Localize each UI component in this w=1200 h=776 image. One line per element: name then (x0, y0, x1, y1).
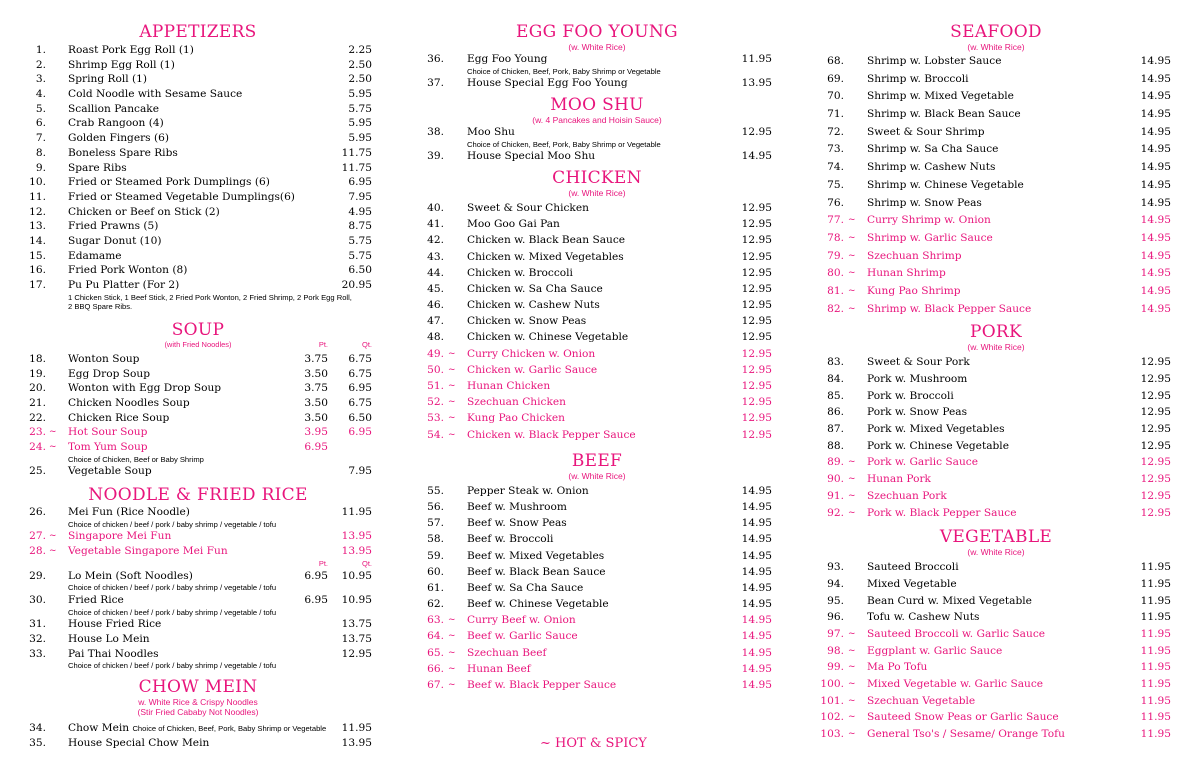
section-title-appetizers: APPETIZERS (139, 22, 257, 42)
menu-item: 3. Spring Roll (1) 2.50 (35, 73, 372, 86)
menu-item-hot: 23. ~ Hot Sour Soup 3.95 6.95 (29, 426, 372, 439)
menu-item: 11. Fried or Steamed Vegetable Dumplings(6) 7.95 (29, 190, 372, 203)
menu-item: 62. Beef w. Chinese Vegetable 14.95 (427, 598, 772, 611)
menu-item-hot: 89. ~ Pork w. Garlic Sauce 12.95 (820, 454, 1172, 471)
menu-item-hot: 77. ~ Curry Shrimp w. Onion 14.95 (820, 212, 1172, 230)
menu-item-hot: 27. ~ Singapore Mei Fun 13.95 (29, 530, 372, 543)
menu-item: 58. Beef w. Broccoli 14.95 (427, 533, 772, 546)
section-title-moo-shu: MOO SHU (550, 94, 644, 115)
hot-spicy-icon: ~ (848, 507, 856, 518)
menu-item: 18. Wonton Soup 3.75 6.75 (29, 352, 372, 365)
item-note: Choice of Chicken, Beef, Pork, Baby Shrimp or Vegetable (132, 723, 327, 733)
hot-spicy-icon: ~ (448, 397, 456, 408)
hot-spicy-icon: ~ (848, 490, 856, 501)
item-note: Choice of Chicken, Beef or Baby Shrimp (68, 454, 204, 464)
menu-item: 22. Chicken Rice Soup 3.50 6.50 (29, 411, 372, 424)
hot-spicy-icon: ~ (848, 268, 856, 279)
menu-item: 41. Moo Goo Gai Pan 12.95 (427, 218, 772, 231)
section-subtitle: (with Fried Noodles) (164, 339, 232, 349)
menu-item-hot: 66. ~ Hunan Beef 14.95 (420, 661, 774, 677)
menu-item: 69. Shrimp w. Broccoli 14.95 (827, 72, 1171, 85)
hot-spicy-icon: ~ (848, 662, 856, 673)
section-title-vegetable: VEGETABLE (939, 527, 1053, 548)
hot-spicy-icon: ~ (448, 663, 456, 674)
chow-mein-list (22, 721, 374, 750)
hot-spicy-icon: ~ (848, 250, 856, 261)
menu-item-hot: 24. ~ Tom Yum Soup 6.95 (29, 441, 328, 453)
section-subtitle: (w. 4 Pancakes and Hoisin Sauce) (532, 114, 662, 125)
hot-spicy-icon: ~ (848, 679, 856, 689)
section-title-egg-foo-young: EGG FOO YOUNG (516, 22, 678, 42)
hot-spicy-icon: ~ (49, 545, 57, 556)
hot-spicy-icon: ~ (848, 628, 856, 639)
menu-item-hot: 54. ~ Chicken w. Black Pepper Sauce 12.95 (420, 427, 774, 443)
menu-item: 40. Sweet & Sour Chicken 12.95 (427, 201, 772, 214)
menu-item: 15. Edamame 5.75 (29, 249, 372, 262)
section-subtitle: (Stir Fried Cababy Not Noodles) (137, 706, 259, 717)
menu-item: 36. Egg Foo Young 11.95 (427, 53, 772, 65)
hot-spicy-icon: ~ (848, 215, 856, 226)
menu-item: 93. Sauteed Broccoli 11.95 (827, 561, 1171, 574)
noodle-list (22, 505, 374, 671)
hot-spicy-icon: ~ (448, 615, 456, 626)
menu-item: 94. Mixed Vegetable 11.95 (827, 577, 1171, 590)
menu-item: 72. Sweet & Sour Shrimp 14.95 (827, 125, 1171, 138)
menu-item: 85. Pork w. Broccoli 12.95 (827, 389, 1171, 402)
menu-item: 8. Boneless Spare Ribs 11.75 (35, 146, 372, 159)
menu-item-hot: 81. ~ Kung Pao Shrimp 14.95 (820, 283, 1172, 301)
menu-item: 71. Shrimp w. Black Bean Sauce 14.95 (827, 108, 1171, 121)
menu-item-hot: 80. ~ Hunan Shrimp 14.95 (820, 265, 1172, 283)
menu-item: 14. Sugar Donut (10) 5.75 (29, 234, 372, 247)
section-title-pork: PORK (969, 322, 1023, 343)
seafood-list (820, 53, 1172, 318)
menu-item-hot: 79. ~ Szechuan Shrimp 14.95 (820, 248, 1172, 266)
menu-item: 5. Scallion Pancake 5.75 (35, 102, 372, 115)
chicken-list (420, 200, 774, 443)
menu-item-hot: 100. ~ Mixed Vegetable w. Garlic Sauce 11.95 (820, 676, 1172, 693)
menu-item: 84. Pork w. Mushroom 12.95 (827, 373, 1171, 385)
hot-spicy-icon: ~ (49, 531, 57, 542)
section-subtitle: (w. White Rice) (568, 470, 626, 481)
hot-spicy-icon: ~ (540, 736, 551, 751)
hot-spicy-icon: ~ (448, 429, 456, 440)
menu-item: 26. Mei Fun (Rice Noodle) 11.95 (29, 505, 372, 518)
menu-item: 57. Beef w. Snow Peas 14.95 (427, 517, 772, 530)
menu-item-hot: 90. ~ Hunan Pork 12.95 (820, 471, 1172, 488)
menu-item: 25. Vegetable Soup 7.95 (29, 465, 372, 478)
menu-column-3 (820, 0, 1172, 743)
menu-item: 39. House Special Moo Shu 14.95 (427, 150, 772, 163)
pt-qt-header: (with Fried Noodles) Pt. Qt. (22, 340, 374, 350)
item-note: Choice of chicken / beef / pork / baby shrimp / vegetable / tofu (68, 607, 277, 617)
section-title-chicken: CHICKEN (552, 167, 642, 188)
menu-item-hot: 102. ~ Sauteed Snow Peas or Garlic Sauce 11.95 (820, 709, 1172, 726)
item-note: 1 Chicken Stick, 1 Beef Stick, 2 Fried Pork Wonton, 2 Fried Shrimp, 2 Pork Egg Roll, (68, 292, 352, 302)
menu-item: 2. Shrimp Egg Roll (1) 2.50 (35, 58, 372, 71)
menu-item: 31. House Fried Rice 13.75 (29, 618, 372, 631)
menu-item-hot: 49. ~ Curry Chicken w. Onion 12.95 (420, 346, 774, 362)
menu-item: 6. Crab Rangoon (4) 5.95 (35, 117, 372, 130)
item-note: Choice of Chicken, Beef, Pork, Baby Shrimp or Vegetable (467, 139, 661, 149)
hot-spicy-icon: ~ (848, 712, 856, 723)
menu-column-2 (420, 0, 774, 693)
menu-item: 48. Chicken w. Chinese Vegetable 12.95 (427, 331, 772, 344)
hot-spicy-icon: ~ (448, 680, 456, 690)
hot-spicy-icon: ~ (848, 645, 856, 656)
section-subtitle: (w. White Rice) (568, 42, 626, 52)
hot-spicy-icon: ~ (848, 285, 856, 296)
hot-spicy-icon: ~ (848, 474, 856, 485)
menu-item: 42. Chicken w. Black Bean Sauce 12.95 (427, 234, 772, 247)
menu-item: 55. Pepper Steak w. Onion 14.95 (427, 484, 772, 497)
menu-item-hot: 50. ~ Chicken w. Garlic Sauce 12.95 (420, 362, 774, 378)
menu-item: 96. Tofu w. Cashew Nuts 11.95 (827, 611, 1171, 624)
menu-item: 74. Shrimp w. Cashew Nuts 14.95 (827, 161, 1171, 174)
menu-item: 13. Fried Prawns (5) 8.75 (29, 220, 372, 233)
item-note: Choice of Chicken, Beef, Pork, Baby Shrimp or Vegetable (467, 66, 661, 76)
menu-item: 88. Pork w. Chinese Vegetable 12.95 (827, 439, 1171, 452)
hot-spicy-icon: ~ (448, 647, 456, 658)
hot-spicy-icon: ~ (448, 364, 456, 375)
menu-item: 46. Chicken w. Cashew Nuts 12.95 (427, 299, 772, 312)
section-title-beef: BEEF (571, 450, 623, 471)
menu-item-hot: 67. ~ Beef w. Black Pepper Sauce 14.95 (420, 677, 774, 693)
menu-item-hot: 28. ~ Vegetable Singapore Mei Fun 13.95 (29, 544, 372, 557)
section-subtitle: (w. White Rice) (568, 187, 626, 198)
menu-item: 87. Pork w. Mixed Vegetables 12.95 (827, 423, 1171, 436)
menu-item-hot: 98. ~ Eggplant w. Garlic Sauce 11.95 (820, 643, 1172, 660)
menu-item: 21. Chicken Noodles Soup 3.50 6.75 (29, 396, 372, 409)
item-note: Choice of chicken / beef / pork / baby shrimp / vegetable / tofu (68, 583, 277, 593)
section-title-chow-mein: CHOW MEIN (138, 676, 258, 697)
hot-spicy-icon: ~ (49, 442, 57, 452)
menu-item: 16. Fried Pork Wonton (8) 6.50 (29, 264, 372, 277)
menu-item: 60. Beef w. Black Bean Sauce 14.95 (427, 565, 772, 578)
hot-spicy-icon: ~ (49, 427, 57, 438)
item-note: Choice of chicken / beef / pork / baby shrimp / vegetable / tofu (68, 519, 277, 529)
menu-item-hot: 92. ~ Pork w. Black Pepper Sauce 12.95 (820, 505, 1172, 522)
hot-spicy-icon: ~ (848, 729, 856, 740)
menu-column-1 (22, 0, 374, 750)
menu-item-hot: 53. ~ Kung Pao Chicken 12.95 (420, 410, 774, 426)
menu-item: 35. House Special Chow Mein 13.95 (29, 736, 372, 749)
menu-item-hot: 91. ~ Szechuan Pork 12.95 (820, 488, 1172, 505)
menu-item: 32. House Lo Mein 13.75 (29, 632, 372, 645)
pt-qt-header: Pt. Qt. (318, 558, 372, 568)
hot-spicy-icon: ~ (448, 381, 456, 391)
menu-item: 12. Chicken or Beef on Stick (2) 4.95 (29, 205, 372, 218)
menu-item: 1. Roast Pork Egg Roll (1) 2.25 (35, 44, 372, 56)
menu-item: 56. Beef w. Mushroom 14.95 (427, 500, 772, 513)
menu-item: 43. Chicken w. Mixed Vegetables 12.95 (427, 250, 772, 263)
hot-spicy-icon: ~ (448, 348, 456, 359)
menu-item: 59. Beef w. Mixed Vegetables 14.95 (427, 549, 772, 562)
hot-spicy-legend: ~ HOT & SPICY (540, 736, 647, 751)
menu-item: 83. Sweet & Sour Pork 12.95 (827, 356, 1171, 369)
item-note: Choice of chicken / beef / pork / baby shrimp / vegetable / tofu (68, 661, 277, 671)
menu-item-hot: 99. ~ Ma Po Tofu 11.95 (820, 659, 1172, 676)
menu-item: 34. Chow Mein Choice of Chicken, Beef, Pork, Baby Shrimp or Vegetable 11.95 (29, 721, 372, 734)
menu-item: 73. Shrimp w. Sa Cha Sauce 14.95 (827, 143, 1171, 156)
hot-spicy-icon: ~ (848, 695, 856, 706)
menu-item: 37. House Special Egg Foo Young 13.95 (427, 77, 772, 90)
menu-item: 70. Shrimp w. Mixed Vegetable 14.95 (827, 90, 1171, 103)
menu-item: 95. Bean Curd w. Mixed Vegetable 11.95 (827, 594, 1171, 607)
soup-list (22, 352, 374, 479)
menu-item-hot: 65. ~ Szechuan Beef 14.95 (420, 645, 774, 661)
hot-spicy-icon: ~ (448, 413, 456, 424)
menu-item: 19. Egg Drop Soup 3.50 6.75 (29, 367, 372, 380)
appetizers-list (22, 43, 374, 312)
menu-item-hot: 103. ~ General Tso's / Sesame/ Orange Tofu 11.95 (820, 726, 1172, 743)
menu-item: 68. Shrimp w. Lobster Sauce 14.95 (827, 55, 1171, 67)
menu-item-hot: 63. ~ Curry Beef w. Onion 14.95 (420, 612, 774, 628)
menu-item-hot: 97. ~ Sauteed Broccoli w. Garlic Sauce 11.95 (820, 626, 1172, 643)
menu-item: 30. Fried Rice 6.95 10.95 (29, 593, 372, 606)
menu-item: 20. Wonton with Egg Drop Soup 3.75 6.95 (29, 382, 372, 395)
menu-item-hot: 64. ~ Beef w. Garlic Sauce 14.95 (420, 628, 774, 644)
menu-item-hot: 52. ~ Szechuan Chicken 12.95 (420, 394, 774, 410)
section-subtitle: (w. White Rice) (967, 547, 1025, 558)
hot-spicy-icon: ~ (448, 631, 456, 642)
menu-item: 10. Fried or Steamed Pork Dumplings (6) 6.95 (29, 176, 372, 189)
menu-item: 29. Lo Mein (Soft Noodles) 6.95 10.95 (29, 569, 372, 582)
pork-list (820, 354, 1172, 521)
menu-item: 45. Chicken w. Sa Cha Sauce 12.95 (427, 282, 772, 295)
menu-item-hot: 82. ~ Shrimp w. Black Pepper Sauce 14.95 (820, 301, 1172, 319)
menu-item: 86. Pork w. Snow Peas 12.95 (827, 406, 1171, 419)
menu-item: 33. Pai Thai Noodles 12.95 (29, 647, 372, 660)
menu-item-hot: 51. ~ Hunan Chicken 12.95 (420, 378, 774, 394)
menu-item: 76. Shrimp w. Snow Peas 14.95 (827, 196, 1171, 209)
menu-item: 17. Pu Pu Platter (For 2) 20.95 (29, 279, 372, 291)
item-note: 2 BBQ Spare Ribs. (68, 302, 133, 312)
section-subtitle: w. White Rice & Crispy Noodles (138, 696, 258, 707)
menu-item: 7. Golden Fingers (6) 5.95 (35, 132, 372, 145)
section-title-seafood: SEAFOOD (950, 22, 1042, 42)
menu-item: 44. Chicken w. Broccoli 12.95 (427, 266, 772, 279)
menu-item: 38. Moo Shu 12.95 (427, 125, 772, 138)
vegetable-list (820, 559, 1172, 743)
menu-item: 75. Shrimp w. Chinese Vegetable 14.95 (827, 178, 1171, 191)
section-subtitle: (w. White Rice) (967, 42, 1025, 52)
menu-item-hot: 101. ~ Szechuan Vegetable 11.95 (820, 693, 1172, 710)
section-title-soup: SOUP (171, 319, 225, 340)
menu-item-hot: 78. ~ Shrimp w. Garlic Sauce 14.95 (820, 230, 1172, 248)
menu-item: 9. Spare Ribs 11.75 (35, 161, 372, 174)
menu-item: 61. Beef w. Sa Cha Sauce 14.95 (427, 581, 772, 594)
hot-spicy-icon: ~ (848, 232, 856, 243)
beef-list (420, 483, 774, 693)
section-subtitle: (w. White Rice) (967, 342, 1025, 353)
menu-item: 4. Cold Noodle with Sesame Sauce 5.95 (35, 88, 372, 101)
section-title-noodle-fried-rice: NOODLE & FRIED RICE (88, 484, 308, 505)
hot-spicy-icon: ~ (848, 457, 856, 468)
hot-spicy-icon: ~ (848, 303, 856, 314)
menu-item: 47. Chicken w. Snow Peas 12.95 (427, 315, 772, 328)
